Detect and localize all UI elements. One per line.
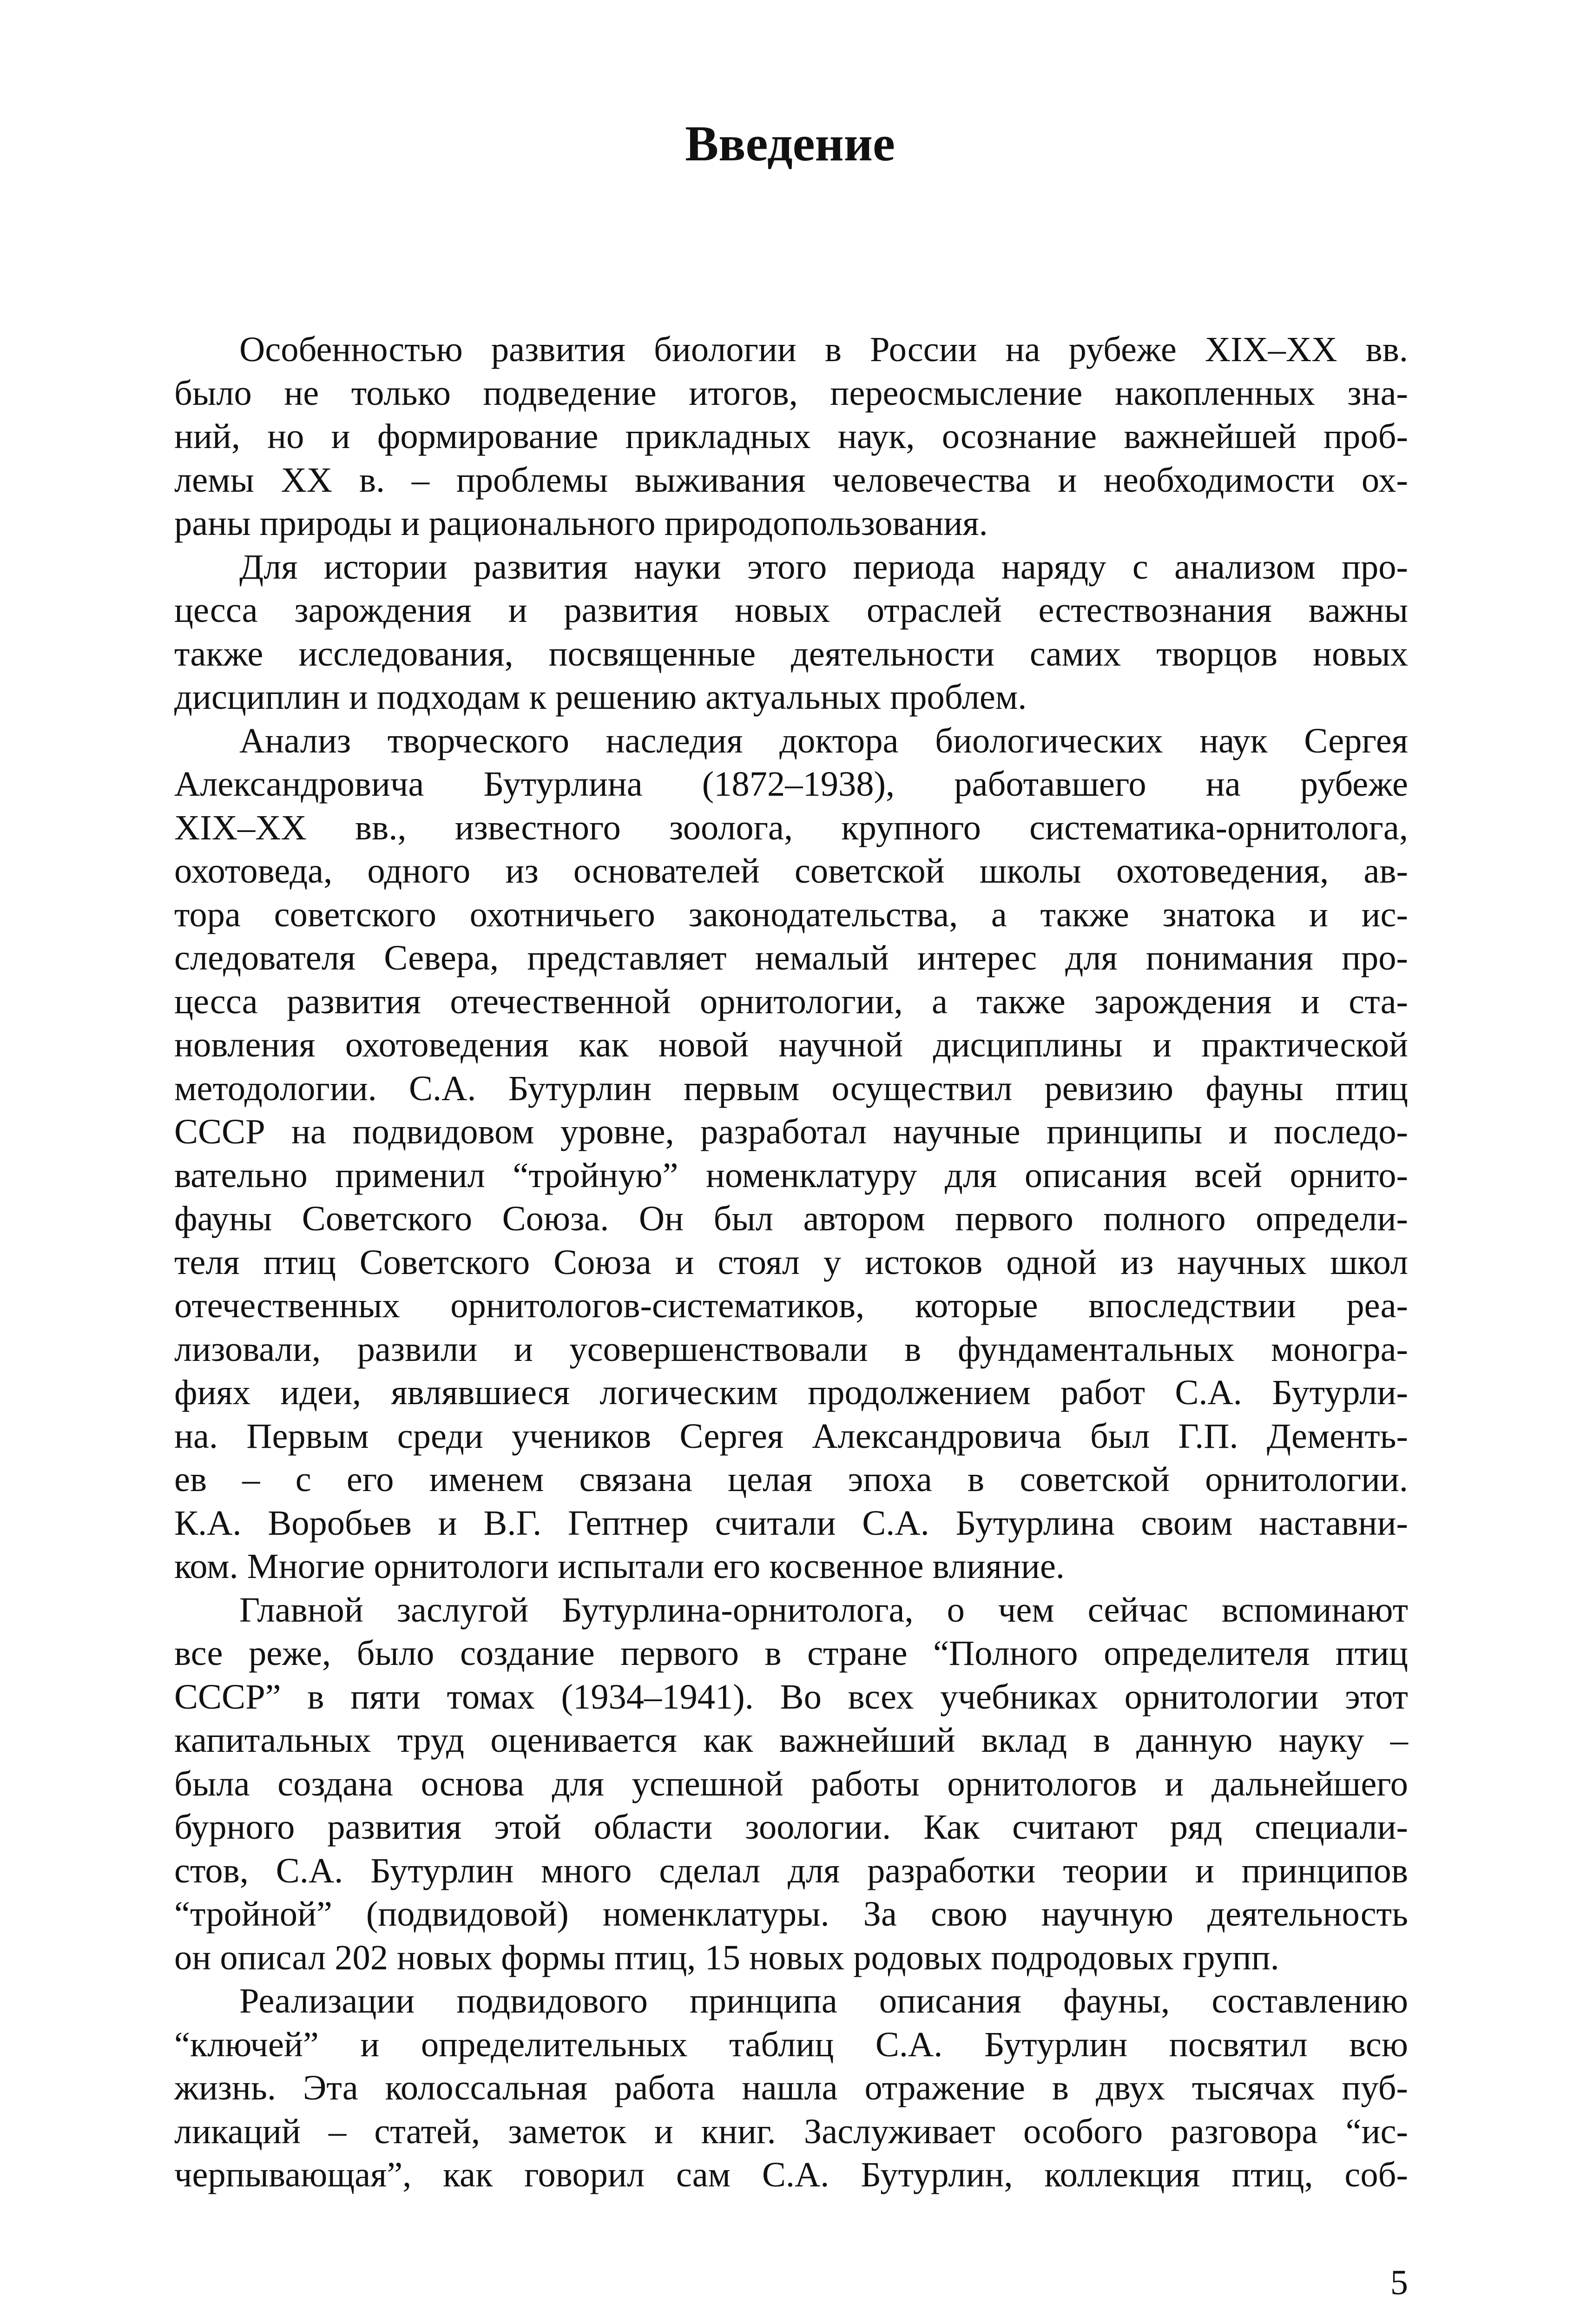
paragraph <box>174 545 1408 719</box>
text-line: он описал 202 новых формы птиц, 15 новых родовых подродовых групп. <box>174 1937 1279 1977</box>
text-line: фауны Советского Союза. Он был автором первого полного определи- <box>174 1199 1408 1238</box>
paragraph <box>174 1588 1408 1980</box>
text-line: стов, С.А. Бутурлин много сделал для разработки теории и принципов <box>174 1850 1408 1890</box>
text-line: фиях идеи, являвшиеся логическим продолжением работ С.А. Бутурли- <box>174 1373 1408 1412</box>
text-line: методологии. С.А. Бутурлин первым осуществил ревизию фауны птиц <box>174 1068 1408 1108</box>
text-line: СССР на подвидовом уровне, разработал научные принципы и последо- <box>174 1112 1408 1151</box>
text-line: XIX–XX вв., известного зоолога, крупного систематика-орнитолога, <box>174 807 1408 847</box>
text-line: “ключей” и определительных таблиц С.А. Бутурлин посвятил всю <box>174 2024 1408 2064</box>
text-line: капитальных труд оценивается как важнейший вклад в данную науку – <box>174 1720 1408 1760</box>
text-line: вательно применил “тройную” номенклатуру для описания всей орнито- <box>174 1155 1408 1195</box>
text-line: было не только подведение итогов, переосмысление накопленных зна- <box>174 373 1408 413</box>
text-line: ликаций – статей, заметок и книг. Заслуживает особого разговора “ис- <box>174 2111 1408 2151</box>
chapter-title: Введение <box>685 116 895 172</box>
text-line: СССР” в пяти томах (1934–1941). Во всех учебниках орнитологии этот <box>174 1677 1408 1717</box>
text-line: черпывающая”, как говорил сам С.А. Бутурлин, коллекция птиц, соб- <box>174 2155 1408 2194</box>
text-line: Анализ творческого наследия доктора биологических наук Сергея <box>239 720 1408 760</box>
text-line: цесса развития отечественной орнитологии, а также зарождения и ста- <box>174 981 1408 1021</box>
text-line: дисциплин и подходам к решению актуальных проблем. <box>174 677 1027 717</box>
text-line: Для истории развития науки этого периода наряду с анализом про- <box>239 547 1408 587</box>
text-line: следователя Севера, представляет немалый интерес для понимания про- <box>174 938 1408 977</box>
text-line: К.А. Воробьев и В.Г. Гептнер считали С.А. Бутурлина своим наставни- <box>174 1503 1408 1543</box>
text-line: была создана основа для успешной работы орнитологов и дальнейшего <box>174 1763 1408 1803</box>
text-line: лизовали, развили и усовершенствовали в фундаментальных моногра- <box>174 1329 1408 1369</box>
text-line: отечественных орнитологов-систематиков, которые впоследствии реа- <box>174 1286 1408 1325</box>
page-number: 5 <box>1390 2263 1408 2302</box>
text-line: бурного развития этой области зоологии. Как считают ряд специали- <box>174 1807 1408 1847</box>
text-line: охотоведа, одного из основателей советской школы охотоведения, ав- <box>174 851 1408 891</box>
text-line: цесса зарождения и развития новых отраслей естествознания важны <box>174 590 1408 630</box>
text-line: также исследования, посвященные деятельности самих творцов новых <box>174 634 1408 673</box>
text-line: “тройной” (подвидовой) номенклатуры. За свою научную деятельность <box>174 1894 1408 1934</box>
text-line: все реже, было создание первого в стране “Полного определителя птиц <box>174 1633 1408 1673</box>
text-line: Особенностью развития биологии в России на рубеже XIX–XX вв. <box>239 330 1408 369</box>
text-line: жизнь. Эта колоссальная работа нашла отражение в двух тысячах пуб- <box>174 2068 1408 2107</box>
paragraph <box>174 719 1408 1588</box>
text-line: Главной заслугой Бутурлина-орнитолога, о чем сейчас вспоминают <box>239 1590 1408 1630</box>
text-line: ев – с его именем связана целая эпоха в советской орнитологии. <box>174 1459 1408 1499</box>
text-line: ний, но и формирование прикладных наук, осознание важнейшей проб- <box>174 416 1408 456</box>
text-line: лемы XX в. – проблемы выживания человечества и необходимости ох- <box>174 460 1408 500</box>
text-line: раны природы и рационального природопользования. <box>174 503 988 543</box>
text-line: Реализации подвидового принципа описания фауны, составлению <box>239 1981 1408 2020</box>
text-line: Александровича Бутурлина (1872–1938), работавшего на рубеже <box>174 764 1408 804</box>
text-line: новления охотоведения как новой научной дисциплины и практической <box>174 1025 1408 1064</box>
text-line: ком. Многие орнитологи испытали его косвенное влияние. <box>174 1546 1065 1586</box>
text-line: на. Первым среди учеников Сергея Александровича был Г.П. Дементь- <box>174 1416 1408 1456</box>
paragraph <box>174 328 1408 545</box>
text-line: теля птиц Советского Союза и стоял у истоков одной из научных школ <box>174 1242 1408 1282</box>
body-text <box>174 328 1408 2197</box>
paragraph <box>174 1979 1408 2197</box>
text-line: тора советского охотничьего законодательства, а также знатока и ис- <box>174 894 1408 934</box>
